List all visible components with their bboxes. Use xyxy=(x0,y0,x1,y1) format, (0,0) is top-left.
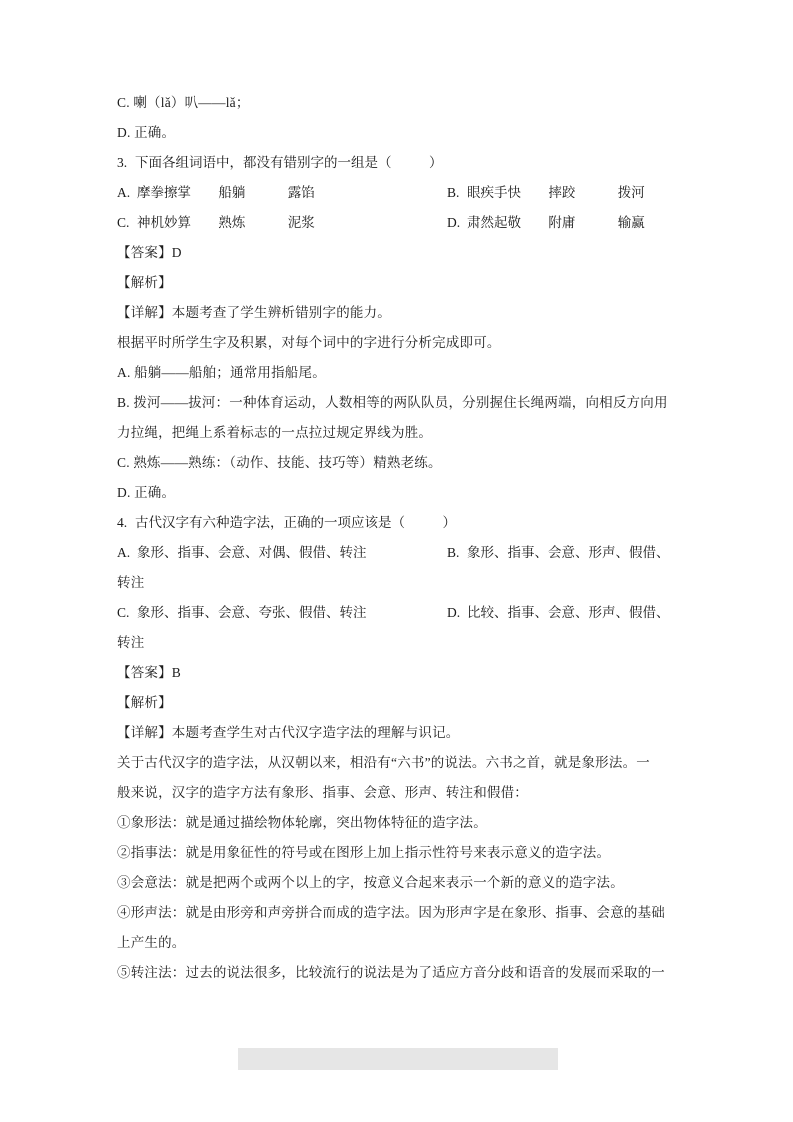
paragraph: ③会意法：就是把两个或两个以上的字，按意义合起来表示一个新的意义的造字法。 xyxy=(117,875,624,890)
option-word: 肃然起敬 xyxy=(467,215,521,230)
answer-line: 【答案】B xyxy=(117,665,182,680)
paragraph: ⑤转注法：过去的说法很多，比较流行的说法是为了适应方音分歧和语音的发展而采取的一 xyxy=(117,965,665,980)
question-3-options-row-2 xyxy=(117,208,683,238)
option-words xyxy=(467,208,678,238)
option-label: A. xyxy=(117,185,131,200)
option-word: 露馅 xyxy=(287,185,315,200)
paragraph: D. 正确。 xyxy=(117,125,176,140)
paragraph: C. 熟炼——熟练：（动作、技能、技巧等）精熟老练。 xyxy=(117,455,442,470)
option-words xyxy=(467,178,678,208)
option-continuation: 转注 xyxy=(117,575,145,590)
option-label: B. xyxy=(447,545,460,560)
question-text: 古代汉字有六种造字法，正确的一项应该是（ xyxy=(135,515,405,530)
option-b xyxy=(447,538,683,568)
paragraph: ①象形法：就是通过描绘物体轮廓，突出物体特征的造字法。 xyxy=(117,815,487,830)
question-blank xyxy=(405,508,443,538)
option-word: 拨河 xyxy=(617,185,645,200)
option-text: 比较、指事、会意、形声、假借、 xyxy=(467,605,670,620)
question-blank xyxy=(392,148,430,178)
answer-line: 【答案】D xyxy=(117,245,182,260)
option-label: C. xyxy=(117,605,130,620)
option-text: 象形、指事、会意、夸张、假借、转注 xyxy=(137,605,367,620)
paragraph: B. 拨河——拔河：一种体育运动，人数相等的两队队员，分别握住长绳两端，向相反方向用 xyxy=(117,395,668,410)
paragraph: D. 正确。 xyxy=(117,485,176,500)
paragraph: 上产生的。 xyxy=(117,935,186,950)
question-4 xyxy=(117,508,683,538)
question-close-paren: ） xyxy=(429,155,443,170)
paragraph: 根据平时所学生字及积累，对每个词中的字进行分析完成即可。 xyxy=(117,335,501,350)
option-word: 输赢 xyxy=(617,215,645,230)
paragraph: 般来说，汉字的造字方法有象形、指事、会意、形声、转注和假借： xyxy=(117,785,528,800)
option-label: D. xyxy=(447,605,461,620)
option-word: 摩拳擦掌 xyxy=(137,185,191,200)
option-d xyxy=(447,598,683,628)
option-continuation: 转注 xyxy=(117,635,145,650)
option-label: C. xyxy=(117,215,130,230)
option-label: A. xyxy=(117,545,131,560)
option-word: 附庸 xyxy=(548,215,576,230)
paragraph: 力拉绳，把绳上系着标志的一点拉过规定界线为胜。 xyxy=(117,425,433,440)
option-word: 神机妙算 xyxy=(137,215,191,230)
question-3-options-row-1 xyxy=(117,178,683,208)
question-3 xyxy=(117,148,683,178)
option-label: B. xyxy=(447,185,460,200)
document-content xyxy=(117,88,683,988)
option-word: 眼疾手快 xyxy=(467,185,521,200)
analysis-label: 【解析】 xyxy=(117,695,172,710)
option-words xyxy=(137,208,348,238)
option-word: 泥浆 xyxy=(287,215,315,230)
question-number: 3. xyxy=(117,155,128,170)
explanation-line: 【详解】本题考查了学生辨析错别字的能力。 xyxy=(117,305,391,320)
paragraph: C. 喇（lǎ）叭——lǎ； xyxy=(117,95,250,110)
option-a xyxy=(117,178,447,208)
paragraph: ②指事法：就是用象征性的符号或在图形上加上指示性符号来表示意义的造字法。 xyxy=(117,845,611,860)
paragraph: ④形声法：就是由形旁和声旁拼合而成的造字法。因为形声字是在象形、指事、会意的基础 xyxy=(117,905,665,920)
option-d xyxy=(447,208,683,238)
option-c xyxy=(117,598,447,628)
option-text: 象形、指事、会意、对偶、假借、转注 xyxy=(137,545,367,560)
question-4-options-row-1 xyxy=(117,538,683,568)
option-word: 船躺 xyxy=(218,185,246,200)
option-words xyxy=(137,178,348,208)
option-text: 象形、指事、会意、形声、假借、 xyxy=(467,545,670,560)
option-b xyxy=(447,178,683,208)
option-word: 摔跤 xyxy=(548,185,576,200)
watermark-redaction-bar xyxy=(238,1048,558,1070)
question-close-paren: ） xyxy=(442,515,456,530)
question-text: 下面各组词语中，都没有错别字的一组是（ xyxy=(135,155,392,170)
question-4-options-row-2 xyxy=(117,598,683,628)
explanation-line: 【详解】本题考查学生对古代汉字造字法的理解与识记。 xyxy=(117,725,460,740)
paragraph: A. 船躺——船舶；通常用指船尾。 xyxy=(117,365,326,380)
option-a xyxy=(117,538,447,568)
option-word: 熟炼 xyxy=(218,215,246,230)
analysis-label: 【解析】 xyxy=(117,275,172,290)
paragraph: 关于古代汉字的造字法，从汉朝以来，相沿有“六书”的说法。六书之首，就是象形法。一 xyxy=(117,755,650,770)
question-number: 4. xyxy=(117,515,128,530)
option-label: D. xyxy=(447,215,461,230)
option-c xyxy=(117,208,447,238)
